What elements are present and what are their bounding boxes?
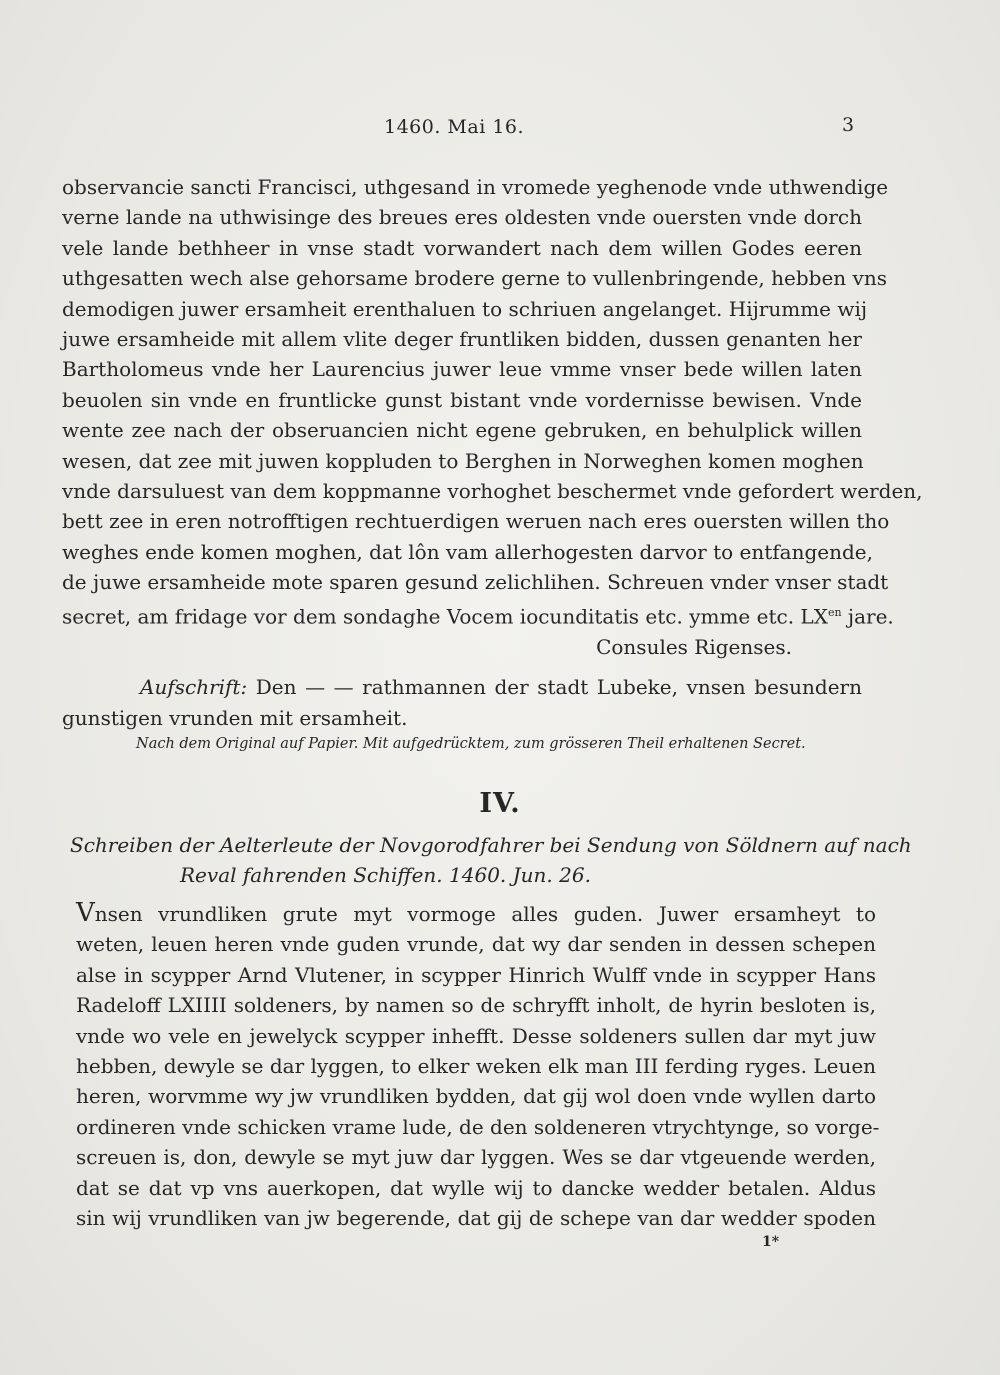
- text-line: alse in scypper Arnd Vlutener, in scypper Hinrich Wulff vnde in scypper Hans: [76, 962, 876, 987]
- sheet-signature: 1*: [762, 1234, 780, 1250]
- text-line: vnde wo vele en jewelyck scypper inhefft. Desse soldeners sullen dar myt juw: [76, 1023, 876, 1048]
- letter-2-body: [76, 898, 880, 1233]
- text-line: weghes ende komen moghen, dat lôn vam allerhogesten darvor to entfangende,: [62, 539, 873, 564]
- letter-body: [62, 172, 923, 733]
- address-text: Den — — rathmannen der stadt Lubeke, vnsen besundern: [247, 675, 862, 700]
- drop-initial: V: [76, 898, 95, 928]
- page-header: [0, 116, 1000, 140]
- address-label: Aufschrift:: [140, 675, 248, 700]
- first-line-text: nsen vrundliken grute myt vormoge alles guden. Juwer ersamheyt to: [94, 902, 876, 926]
- closing-after: jare.: [841, 604, 894, 629]
- text-line: uthgesatten wech alse gehorsame brodere gerne to vullenbringende, hebben vns: [62, 266, 887, 291]
- text-line: hebben, dewyle se dar lyggen, to elker weken elk man III ferding ryges. Leuen: [76, 1054, 877, 1079]
- text-line: ordineren vnde schicken vrame lude, de den soldeneren vtrychtynge, so vorge-: [76, 1114, 880, 1139]
- text-line: demodigen juwer ersamheit erenthaluen to schriuen angelanget. Hijrumme wij: [62, 296, 868, 321]
- text-line: weten, leuen heren vnde guden vrunde, dat wy dar senden in dessen schepen: [76, 932, 876, 957]
- address-line: [62, 672, 862, 702]
- text-line: dat se dat vp vns auerkopen, dat wylle wij to dancke wedder betalen. Aldus: [76, 1175, 876, 1200]
- text-line: de juwe ersamheide mote sparen gesund zelichlihen. Schreuen vnder vnser stadt: [62, 570, 889, 595]
- text-line: sin wij vrundliken van jw begerende, dat gij de schepe van dar wedder spoden: [76, 1206, 876, 1231]
- closing-text: secret, am fridage vor dem sondaghe Vocem iocunditatis etc. ymme etc. LX: [62, 604, 828, 629]
- text-line: observancie sancti Francisci, uthgesand in vromede yeghenode vnde uthwendige: [62, 175, 889, 199]
- section-title-line: Schreiben der Aelterleute der Novgorodfahrer bei Sendung von Söldnern auf nach: [70, 833, 912, 857]
- page-number: 3: [842, 114, 855, 136]
- text-line: verne lande na uthwisinge des breues eres oldesten vnde ouersten vnde dorch: [62, 205, 862, 230]
- text-line: heren, worvmme wy jw vrundliken bydden, dat gij wol doen vnde wyllen darto: [76, 1084, 876, 1109]
- text-line: screuen is, don, dewyle se myt juw dar lyggen. Wes se dar vtgeuende werden,: [76, 1145, 876, 1170]
- running-title: 1460. Mai 16.: [384, 116, 525, 138]
- text-line: wente zee nach der obseruancien nicht egene gebruken, en behulplick willen: [62, 418, 862, 443]
- text-line: vnde darsuluest van dem koppmanne vorhoghet beschermet vnde gefordert werden,: [62, 479, 923, 504]
- text-line: Bartholomeus vnde her Laurencius juwer leue vmme vnser bede willen laten: [62, 357, 862, 382]
- text-line: beuolen sin vnde en fruntlicke gunst bistant vnde vordernisse bewisen. Vnde: [62, 387, 862, 412]
- text-line: bett zee in eren notrofftigen rechtuerdigen weruen nach eres ouersten willen tho: [62, 509, 890, 534]
- source-note: Nach dem Original auf Papier. Mit aufgedrücktem, zum grösseren Theil erhaltenen Secret.: [136, 736, 806, 752]
- text-line-first: [76, 898, 876, 929]
- address-line-2: gunstigen vrunden mit ersamheit.: [62, 705, 408, 730]
- signature-line: Consules Rigenses.: [596, 634, 792, 659]
- section-title: [70, 830, 912, 890]
- section-title-line: Reval fahrenden Schiffen. 1460. Jun. 26.: [180, 863, 591, 887]
- text-line: Radeloff LXIIII soldeners, by namen so de schryfft inholt, de hyrin besloten is,: [76, 993, 876, 1018]
- section-number: IV.: [479, 788, 521, 819]
- text-line: wesen, dat zee mit juwen koppluden to Berghen in Norweghen komen moghen: [62, 448, 864, 473]
- text-line: juwe ersamheide mit allem vlite deger fruntliken bidden, dussen genanten her: [62, 327, 862, 352]
- closing-line: [62, 598, 894, 632]
- text-line: vele lande bethheer in vnse stadt vorwandert nach dem willen Godes eeren: [62, 235, 862, 260]
- closing-sup: en: [827, 605, 842, 619]
